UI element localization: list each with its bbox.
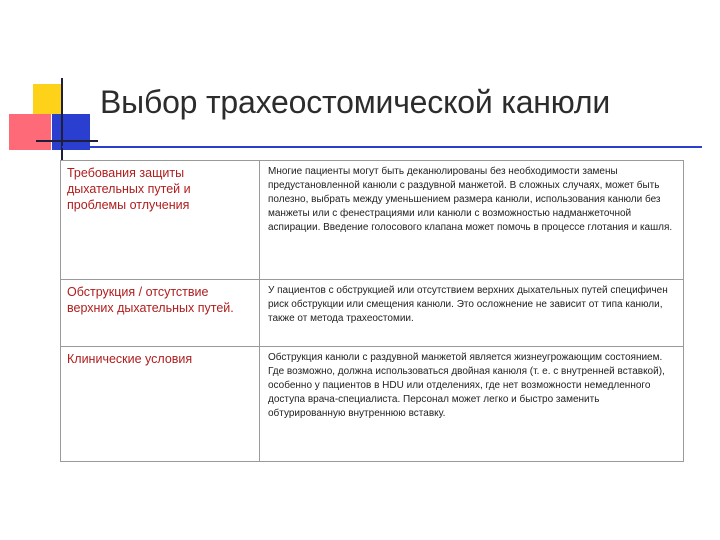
table-cell-text: У пациентов с обструкцией или отсутствием верхних дыхательных путей специфичен риск обструкции или смещения канюли. Это осложнение не зависит от типа канюли, также от метода трахеостомии. (260, 280, 684, 347)
table-cell-label: Обструкция / отсутствие верхних дыхательных путей. (61, 280, 260, 347)
content-table (60, 160, 684, 462)
yellow-square (33, 84, 63, 114)
blue-square (52, 114, 90, 150)
table-cell-text: Обструкция канюли с раздувной манжетой является жизнеугрожающим состоянием. Где возможно, должна использоваться двойная канюля (т. е. с внутренней вставкой), особенно у пациентов в HDU или отделениях, где нет возможности немедленного доступа врача-специалиста. Персонал может легко и быстро заменить обтурированную внутреннюю вставку. (260, 347, 684, 462)
decorative-squares-logo (0, 0, 110, 160)
red-square (9, 114, 51, 150)
table-cell-text: Многие пациенты могут быть деканюлированы без необходимости замены предустановленной канюли с раздувной манжетой. В сложных случаях, может быть полезно, выбрать между уменьшением размера канюли, использования канюли без манжеты или с фенестрациями или канюли с возможностью надманжеточной аспирации. Введение голосового клапана может помочь в процессе глотания и кашля. (260, 161, 684, 280)
slide-title: Выбор трахеостомической канюли (100, 84, 611, 120)
table-cell-label: Клинические условия (61, 347, 260, 462)
table-row (61, 161, 684, 280)
title-underline (62, 146, 702, 148)
horizontal-rule (36, 140, 98, 142)
table-row (61, 280, 684, 347)
table-cell-label: Требования защиты дыхательных путей и проблемы отлучения (61, 161, 260, 280)
table-row (61, 347, 684, 462)
